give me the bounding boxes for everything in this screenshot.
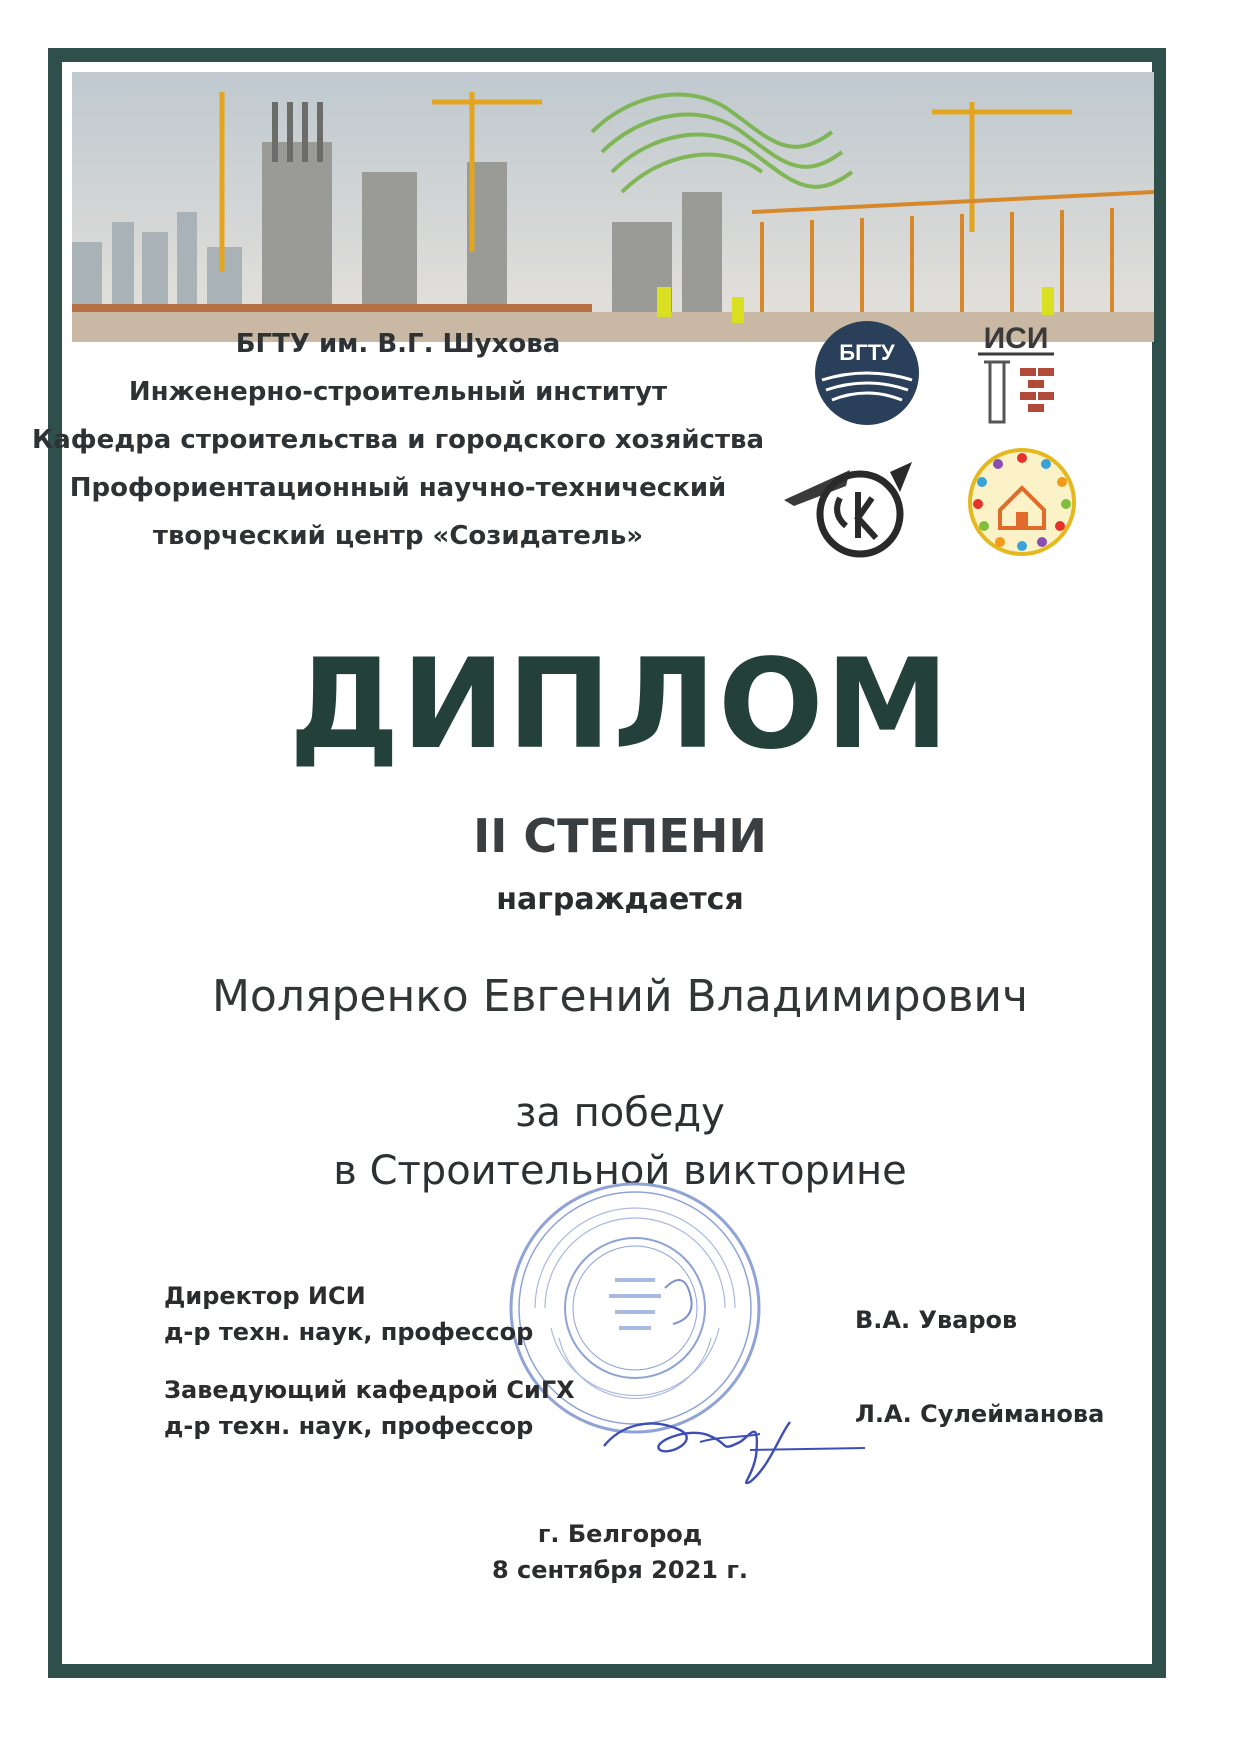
header-line-center-2: творческий центр «Созидатель» bbox=[152, 521, 644, 551]
signatory-2-name: Л.А. Сулейманова bbox=[855, 1400, 1105, 1428]
award-reason-line-2: в Строительной викторине bbox=[333, 1148, 907, 1194]
award-reason-line-1: за победу bbox=[515, 1090, 725, 1136]
header-line-university: БГТУ им. В.Г. Шухова bbox=[235, 329, 561, 359]
recipient-name: Моляренко Евгений Владимирович bbox=[211, 971, 1029, 1022]
construction-site-photo bbox=[72, 72, 1154, 342]
bgtu-logo-text: БГТУ bbox=[839, 340, 895, 365]
diploma-degree: II СТЕПЕНИ bbox=[473, 809, 767, 863]
signature-suleymanova bbox=[600, 1386, 870, 1496]
signatory-1-name: В.А. Уваров bbox=[855, 1306, 1018, 1334]
signatory-2-degree: д-р техн. наук, профессор bbox=[164, 1412, 534, 1440]
date-label: 8 сентября 2021 г. bbox=[492, 1556, 748, 1584]
signatory-1-position: Директор ИСИ bbox=[164, 1282, 366, 1310]
diploma-title: ДИПЛОМ bbox=[289, 633, 951, 777]
header-line-center-1: Профориентационный научно-технический bbox=[69, 473, 727, 503]
department-logo bbox=[780, 452, 920, 562]
signatory-2-position: Заведующий кафедрой СиГХ bbox=[164, 1376, 575, 1404]
signatory-1-degree: д-р техн. наук, профессор bbox=[164, 1318, 534, 1346]
organization-header bbox=[28, 320, 768, 560]
isi-logo-text: ИСИ bbox=[983, 322, 1049, 355]
bgtu-logo bbox=[812, 318, 922, 428]
place-and-date bbox=[0, 1516, 1240, 1588]
isi-logo bbox=[968, 318, 1064, 428]
awarded-label: награждается bbox=[496, 882, 744, 917]
city-label: г. Белгород bbox=[537, 1520, 703, 1548]
header-line-department: Кафедра строительства и городского хозяйства bbox=[31, 425, 765, 455]
signatory-1-title bbox=[164, 1278, 533, 1350]
header-line-institute: Инженерно-строительный институт bbox=[128, 377, 668, 407]
signatory-2-title bbox=[164, 1372, 575, 1444]
sozidatel-center-logo bbox=[966, 446, 1078, 558]
